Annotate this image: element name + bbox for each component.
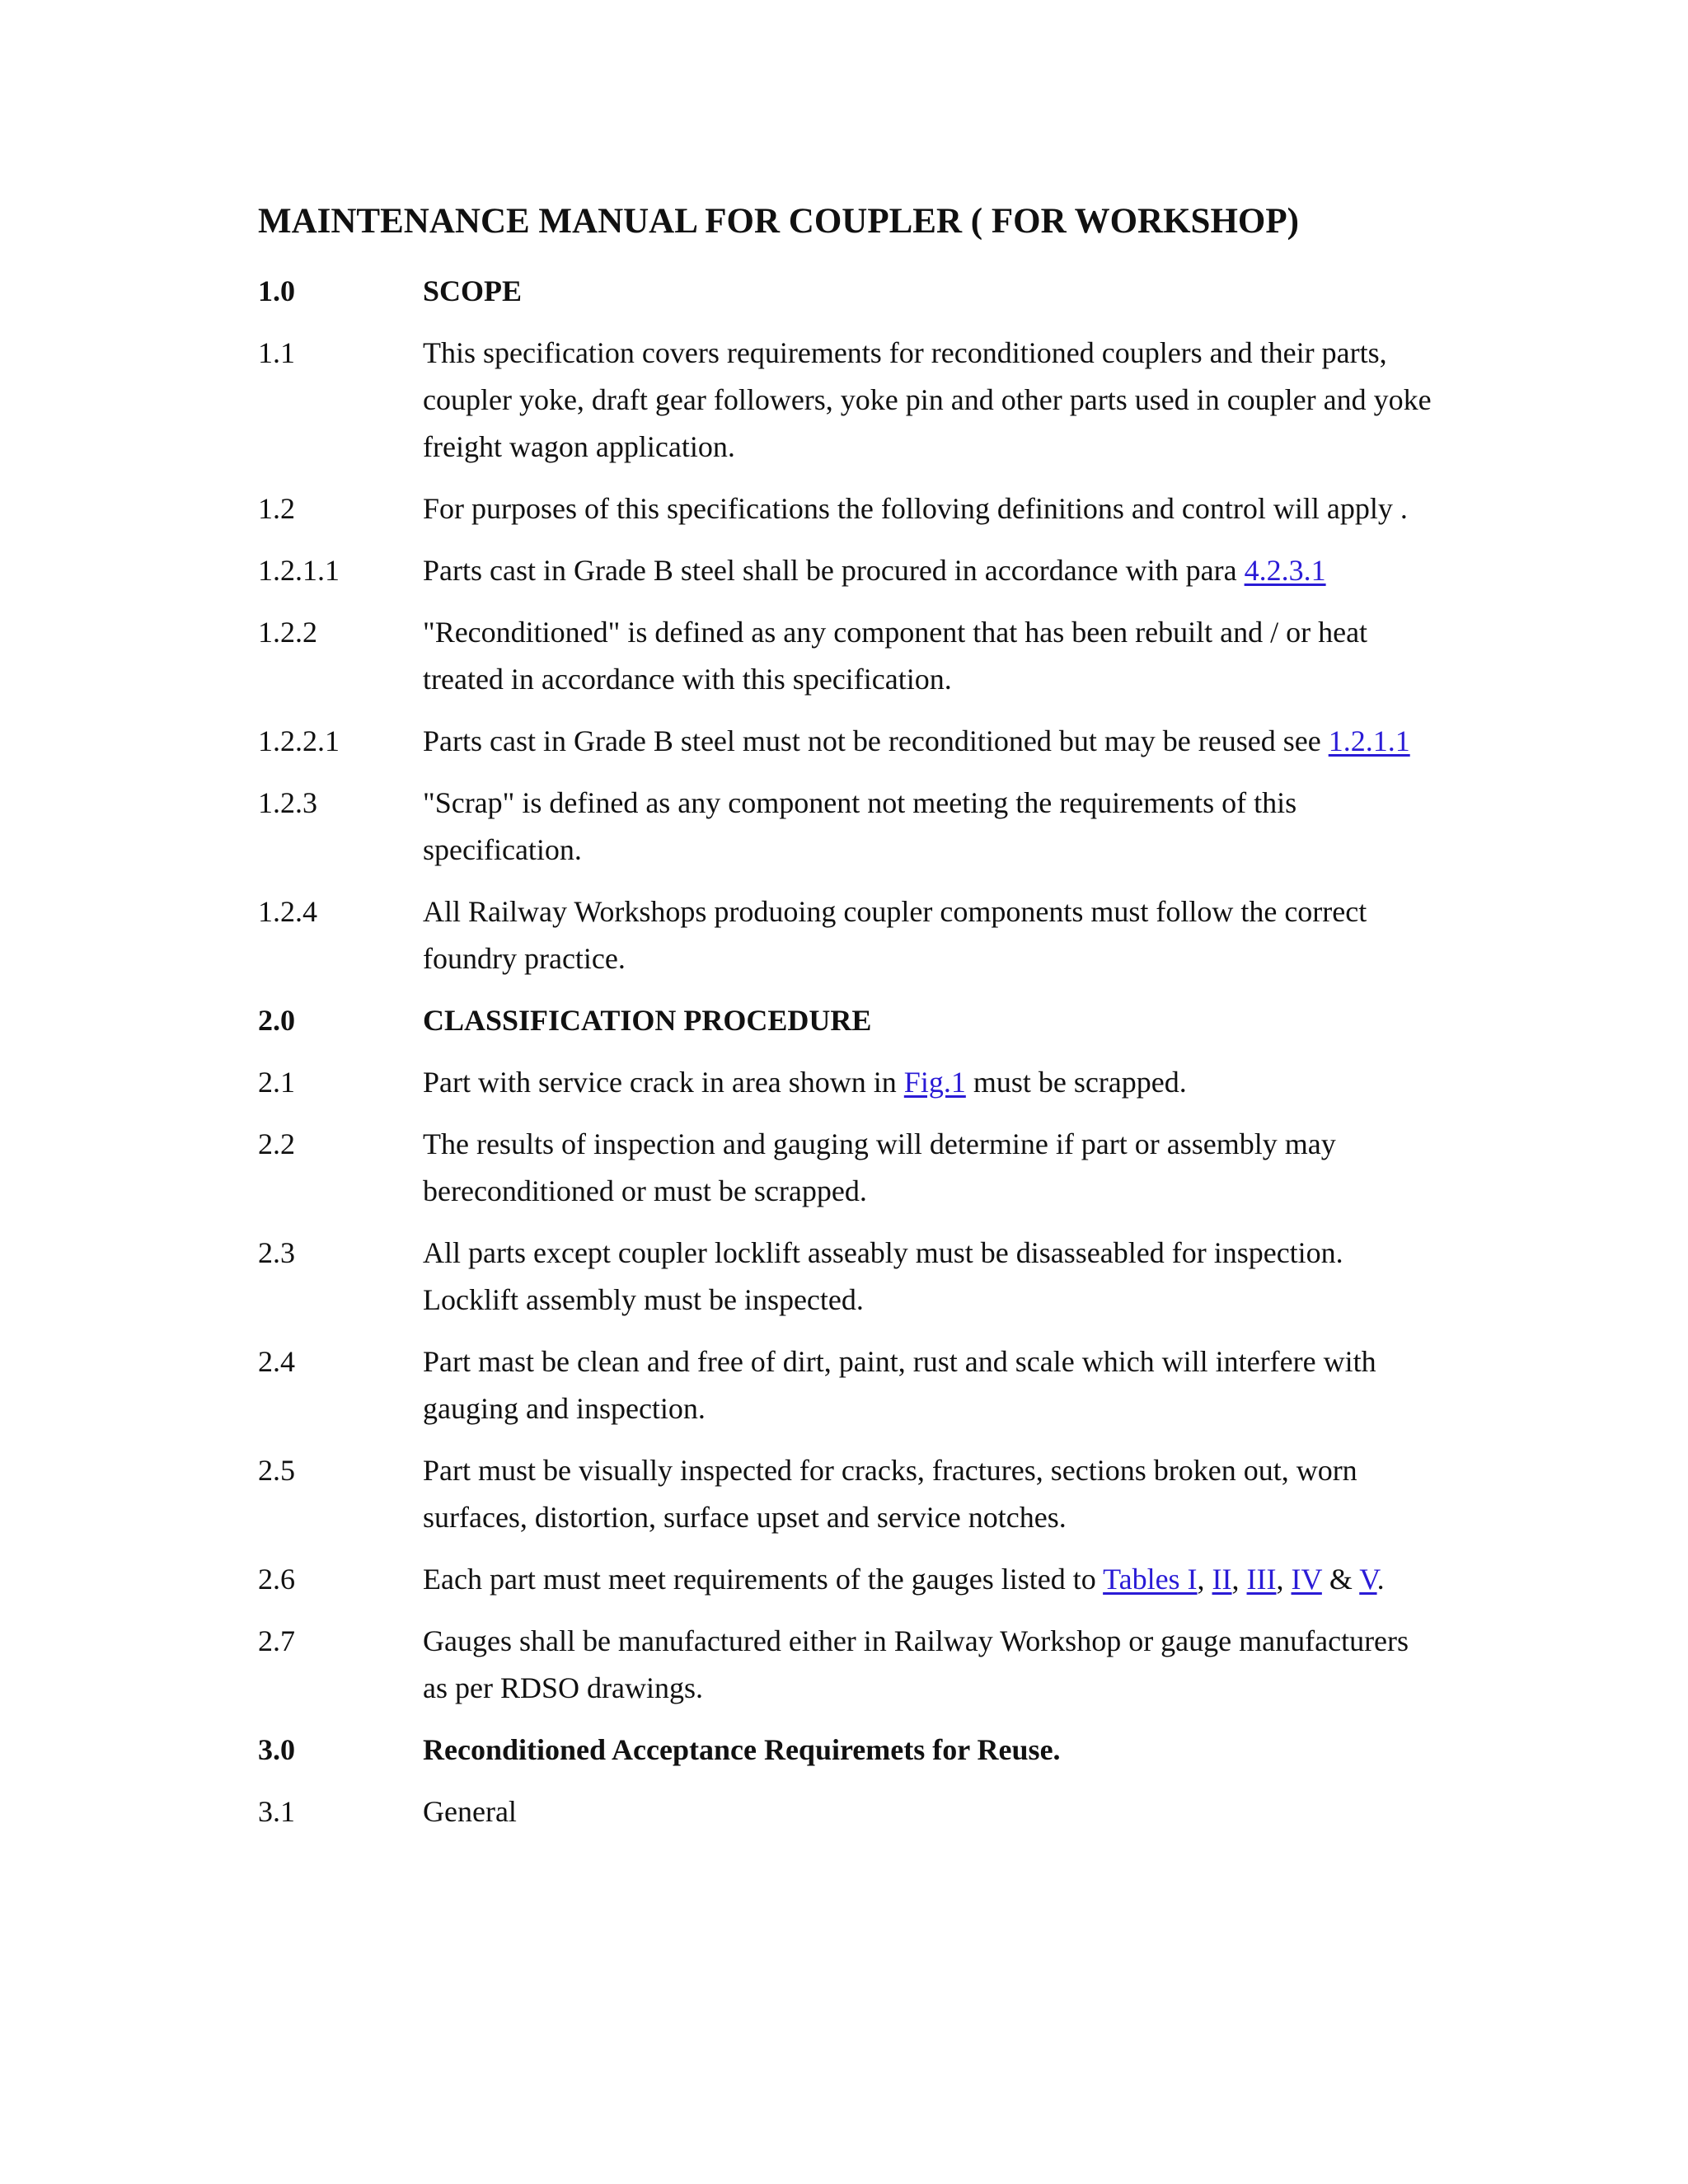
section-number: 1.2.4: [258, 895, 317, 928]
section-1-2-1-1: [258, 547, 1437, 594]
section-number: 2.6: [258, 1563, 295, 1596]
section-2-0: [258, 997, 1437, 1044]
link-table-v[interactable]: V: [1359, 1563, 1377, 1596]
section-text: "Reconditioned" is defined as any component that has been rebuilt and / or heat treated in accordance with this specification.: [423, 616, 1368, 696]
section-text: [423, 547, 1437, 594]
section-1-1: [258, 330, 1437, 471]
section-number: 2.5: [258, 1454, 295, 1487]
section-number: 2.3: [258, 1236, 295, 1269]
section-text-part: .: [1376, 1563, 1385, 1596]
section-heading: Reconditioned Acceptance Requiremets for Reuse.: [423, 1733, 1061, 1766]
section-1-2-3: [258, 780, 1437, 874]
section-2-3: [258, 1230, 1437, 1324]
document-body: [258, 268, 1437, 1850]
separator: &: [1321, 1563, 1360, 1596]
link-table-ii[interactable]: II: [1212, 1563, 1232, 1596]
separator: ,: [1197, 1563, 1212, 1596]
section-text-part: Part with service crack in area shown in: [423, 1066, 904, 1099]
section-text: Part mast be clean and free of dirt, paint, rust and scale which will interfere with gauging and inspection.: [423, 1345, 1376, 1425]
section-text-part: Parts cast in Grade B steel shall be procured in accordance with para: [423, 554, 1245, 587]
section-number: 2.1: [258, 1066, 295, 1099]
section-number: 2.7: [258, 1624, 295, 1657]
link-para-4-2-3-1[interactable]: 4.2.3.1: [1244, 554, 1326, 587]
section-3-1: [258, 1788, 1437, 1835]
section-number: 1.2.2.1: [258, 724, 340, 757]
section-number: 2.4: [258, 1345, 295, 1378]
section-number: 1.2.1.1: [258, 554, 340, 587]
section-2-5: [258, 1447, 1437, 1541]
section-2-2: [258, 1121, 1437, 1215]
link-table-iii[interactable]: III: [1246, 1563, 1277, 1596]
section-text: This specification covers requirements for reconditioned couplers and their parts, coupler yoke, draft gear followers, yoke pin and other parts used in coupler and yoke freight wagon application.: [423, 336, 1432, 463]
section-1-2-4: [258, 888, 1437, 982]
section-1-0: [258, 268, 1437, 315]
separator: ,: [1276, 1563, 1292, 1596]
section-text: Part must be visually inspected for cracks, fractures, sections broken out, worn surfaces, distortion, surface upset and service notches.: [423, 1454, 1357, 1534]
section-2-7: [258, 1618, 1437, 1712]
section-2-4: [258, 1338, 1437, 1432]
section-text: All parts except coupler locklift asseably must be disasseabled for inspection. Locklift assembly must be inspected.: [423, 1236, 1343, 1316]
link-table-i[interactable]: Tables I: [1103, 1563, 1198, 1596]
section-text: Gauges shall be manufactured either in Railway Workshop or gauge manufacturers as per RDSO drawings.: [423, 1624, 1409, 1704]
section-1-2-2: [258, 609, 1437, 703]
section-number: 3.1: [258, 1795, 295, 1828]
section-2-1: [258, 1059, 1437, 1106]
section-number: 2.0: [258, 1004, 295, 1037]
link-para-1-2-1-1[interactable]: 1.2.1.1: [1328, 724, 1410, 757]
section-text: [423, 1556, 1437, 1603]
section-heading: CLASSIFICATION PROCEDURE: [423, 1004, 872, 1037]
section-1-2-2-1: [258, 718, 1437, 765]
section-text: The results of inspection and gauging will determine if part or assembly may bereconditioned or must be scrapped.: [423, 1127, 1336, 1207]
link-table-iv[interactable]: IV: [1291, 1563, 1322, 1596]
section-text: General: [423, 1795, 517, 1828]
section-heading: SCOPE: [423, 274, 523, 307]
section-text-part: Parts cast in Grade B steel must not be reconditioned but may be reused see: [423, 724, 1329, 757]
section-text: [423, 1059, 1437, 1106]
section-number: 1.1: [258, 336, 295, 369]
section-3-0: [258, 1727, 1437, 1774]
document-title: MAINTENANCE MANUAL FOR COUPLER ( FOR WORKSHOP): [258, 202, 1299, 241]
section-text: "Scrap" is defined as any component not meeting the requirements of this specification.: [423, 786, 1297, 866]
section-text-part: Each part must meet requirements of the gauges listed to: [423, 1563, 1104, 1596]
section-number: 2.2: [258, 1127, 295, 1160]
separator: ,: [1231, 1563, 1247, 1596]
section-text-part: must be scrapped.: [965, 1066, 1187, 1099]
section-number: 1.2.2: [258, 616, 317, 649]
link-fig-1[interactable]: Fig.1: [903, 1066, 966, 1099]
section-number: 1.0: [258, 274, 295, 307]
section-2-6: [258, 1556, 1437, 1603]
section-number: 1.2.3: [258, 786, 317, 819]
section-text: All Railway Workshops produoing coupler components must follow the correct foundry practice.: [423, 895, 1367, 975]
section-text: For purposes of this specifications the folloving definitions and control will apply .: [423, 492, 1408, 525]
section-text: [423, 718, 1437, 765]
section-number: 3.0: [258, 1733, 295, 1766]
section-number: 1.2: [258, 492, 295, 525]
section-1-2: [258, 485, 1437, 532]
